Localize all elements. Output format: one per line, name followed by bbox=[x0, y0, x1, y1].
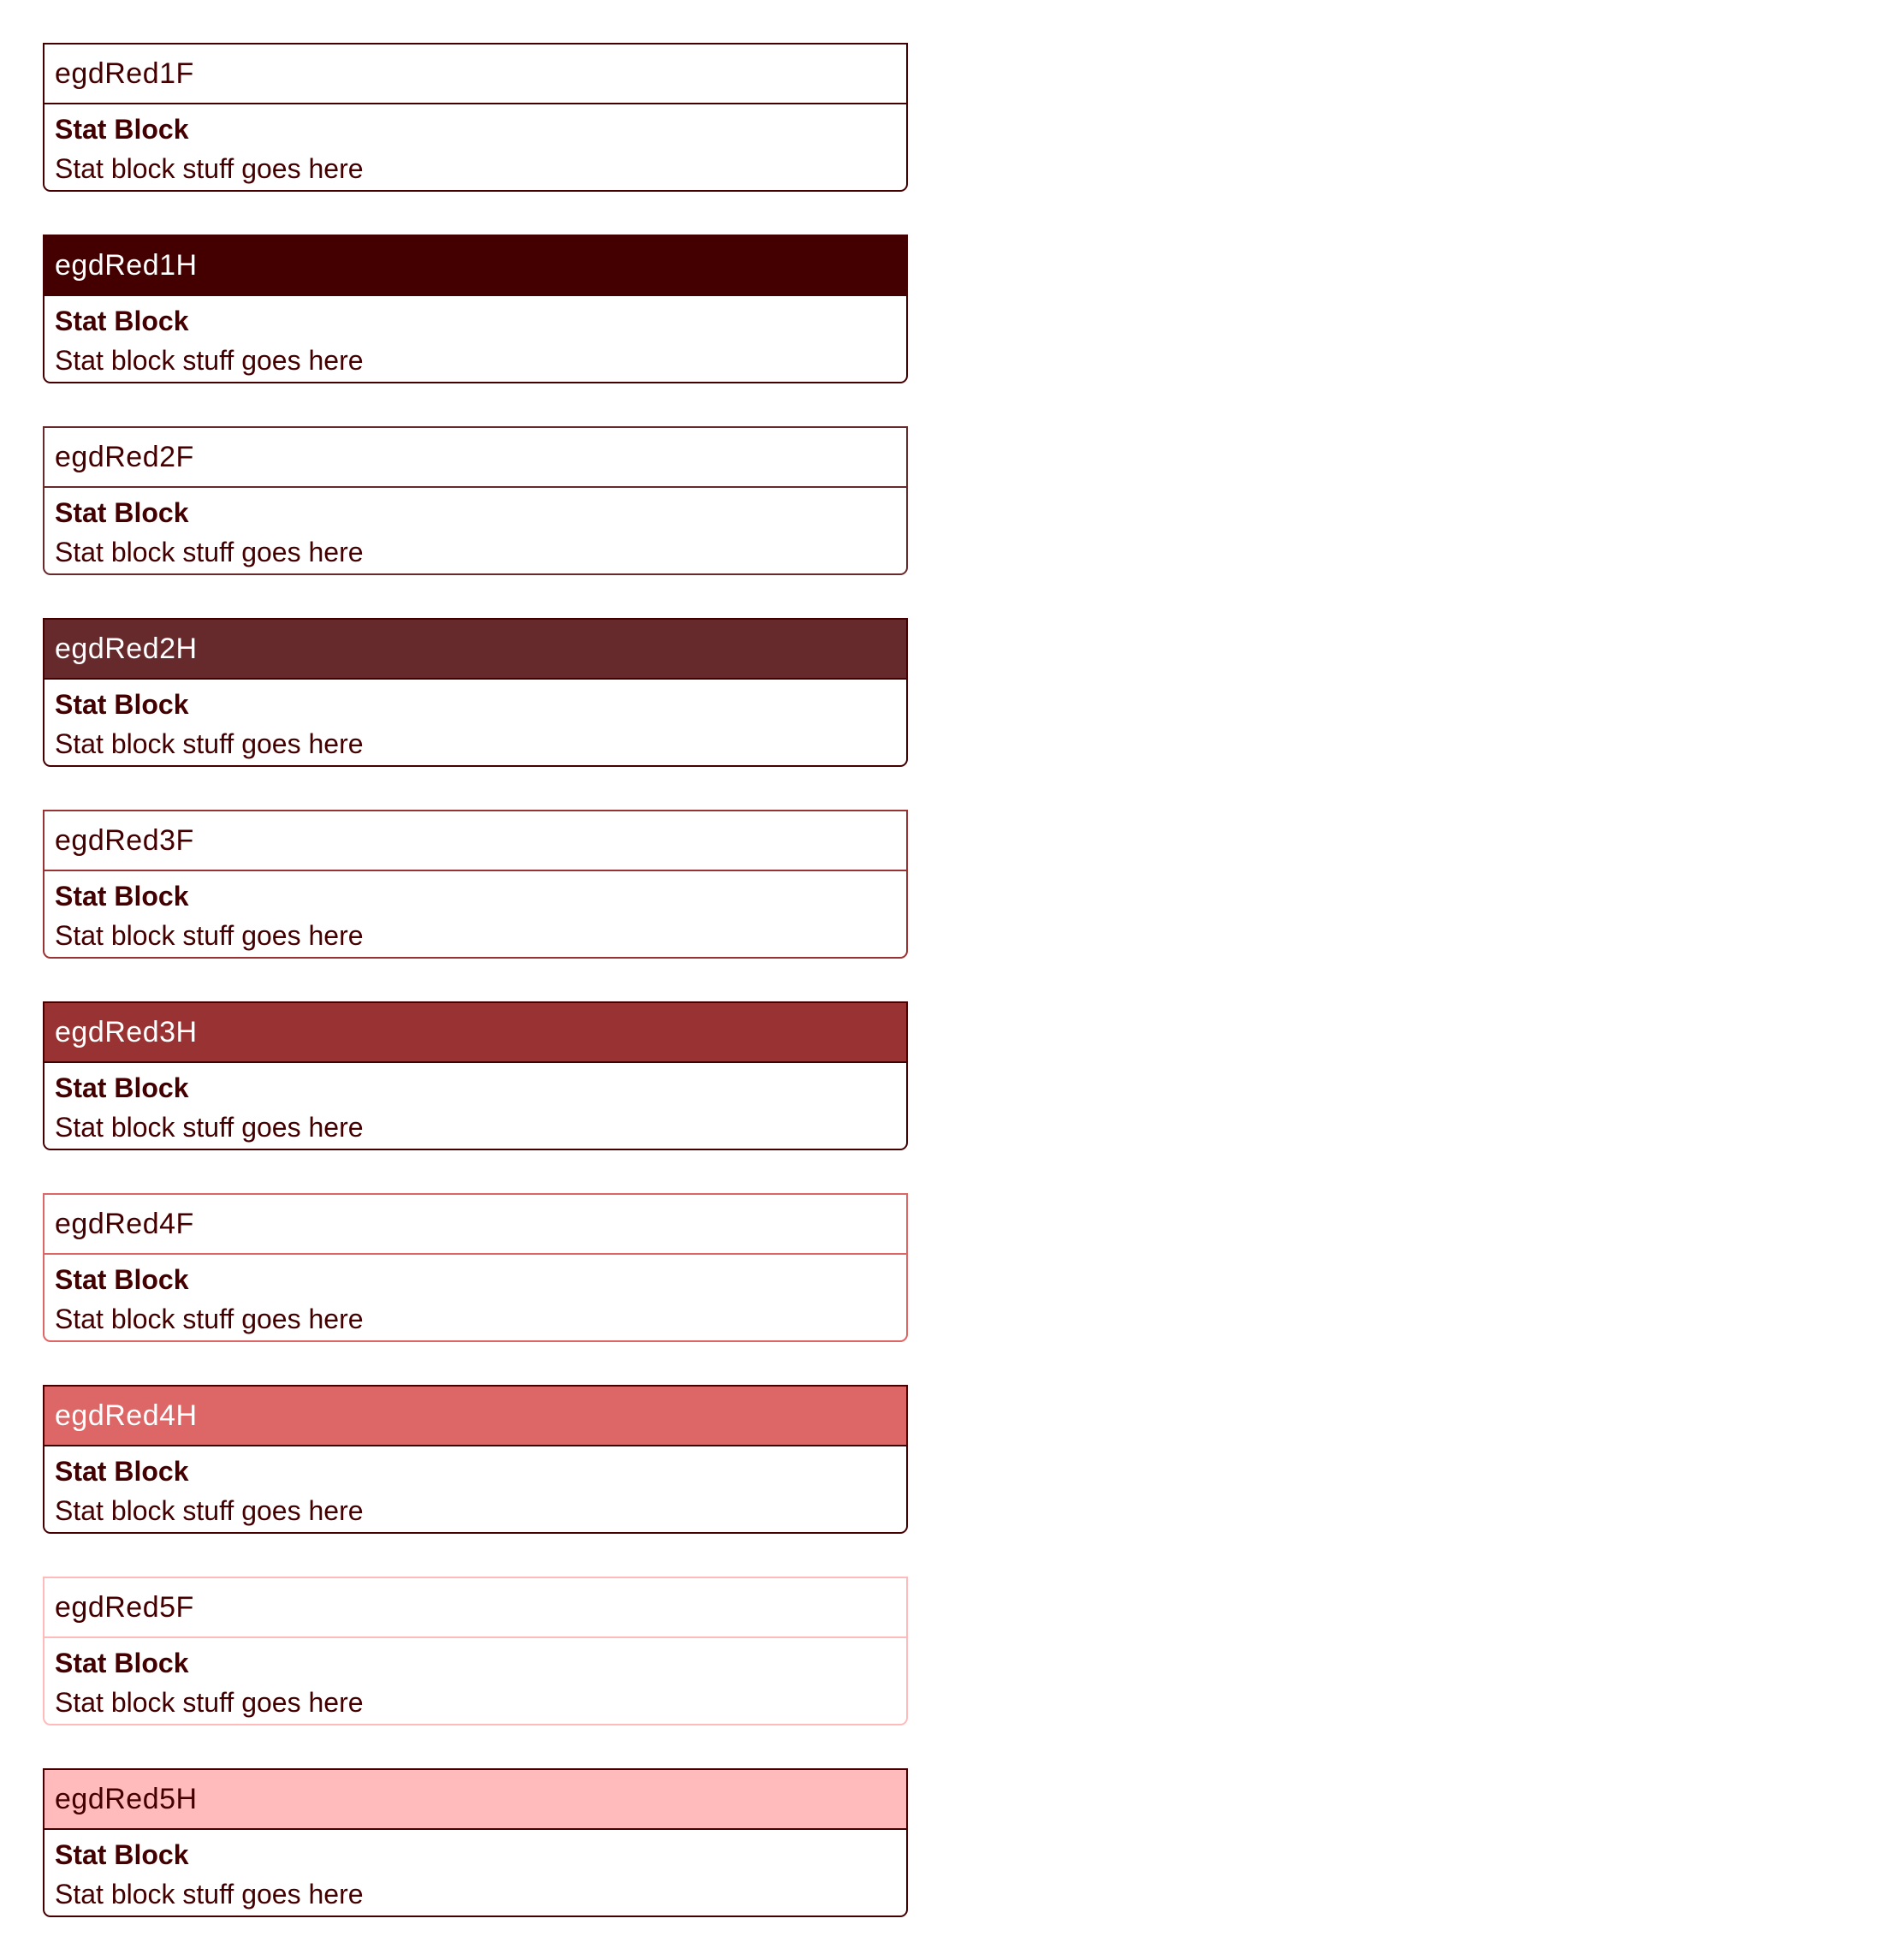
stat-block-list bbox=[43, 43, 908, 1960]
stat-block bbox=[43, 618, 908, 767]
stat-block-title: egdRed1H bbox=[44, 236, 906, 296]
stat-block-label: Stat Block bbox=[55, 881, 189, 912]
stat-block-title: egdRed4H bbox=[44, 1387, 906, 1446]
stat-block bbox=[43, 235, 908, 383]
stat-block-title: egdRed4F bbox=[44, 1195, 906, 1255]
stat-block-title: egdRed3H bbox=[44, 1003, 906, 1063]
stat-block-text: Stat block stuff goes here bbox=[55, 1879, 364, 1910]
stat-block-text: Stat block stuff goes here bbox=[55, 153, 364, 184]
stat-block bbox=[43, 1768, 908, 1917]
stat-block bbox=[43, 43, 908, 192]
stat-block bbox=[43, 426, 908, 575]
stat-block-text: Stat block stuff goes here bbox=[55, 345, 364, 376]
stat-block-body bbox=[44, 1063, 906, 1147]
stat-block-title: egdRed2F bbox=[44, 428, 906, 488]
stat-block-body bbox=[44, 1446, 906, 1530]
stat-block-body bbox=[44, 680, 906, 763]
stat-block-body bbox=[44, 296, 906, 380]
stat-block-body bbox=[44, 1830, 906, 1914]
stat-block-text: Stat block stuff goes here bbox=[55, 728, 364, 759]
stat-block-text: Stat block stuff goes here bbox=[55, 1304, 364, 1334]
stat-block-label: Stat Block bbox=[55, 306, 189, 336]
stat-block bbox=[43, 1577, 908, 1725]
stat-block-title: egdRed3F bbox=[44, 811, 906, 871]
stat-block-text: Stat block stuff goes here bbox=[55, 1687, 364, 1718]
stat-block bbox=[43, 1385, 908, 1534]
stat-block bbox=[43, 810, 908, 959]
stat-block-body bbox=[44, 871, 906, 955]
stat-block-body bbox=[44, 1638, 906, 1722]
stat-block-body bbox=[44, 488, 906, 572]
stat-block-text: Stat block stuff goes here bbox=[55, 1495, 364, 1526]
stat-block-text: Stat block stuff goes here bbox=[55, 537, 364, 567]
stat-block-label: Stat Block bbox=[55, 497, 189, 528]
stat-block-body bbox=[44, 104, 906, 188]
stat-block-label: Stat Block bbox=[55, 1264, 189, 1295]
stat-block-label: Stat Block bbox=[55, 1839, 189, 1870]
stat-block-text: Stat block stuff goes here bbox=[55, 1112, 364, 1143]
stat-block-text: Stat block stuff goes here bbox=[55, 920, 364, 951]
stat-block-title: egdRed1F bbox=[44, 45, 906, 104]
stat-block-label: Stat Block bbox=[55, 1648, 189, 1678]
stat-block-title: egdRed5H bbox=[44, 1770, 906, 1830]
stat-block bbox=[43, 1193, 908, 1342]
stat-block-label: Stat Block bbox=[55, 1072, 189, 1103]
stat-block-label: Stat Block bbox=[55, 114, 189, 145]
stat-block-label: Stat Block bbox=[55, 689, 189, 720]
stat-block-title: egdRed2H bbox=[44, 620, 906, 680]
stat-block-body bbox=[44, 1255, 906, 1339]
stat-block-label: Stat Block bbox=[55, 1456, 189, 1487]
stat-block-title: egdRed5F bbox=[44, 1578, 906, 1638]
stat-block bbox=[43, 1001, 908, 1150]
